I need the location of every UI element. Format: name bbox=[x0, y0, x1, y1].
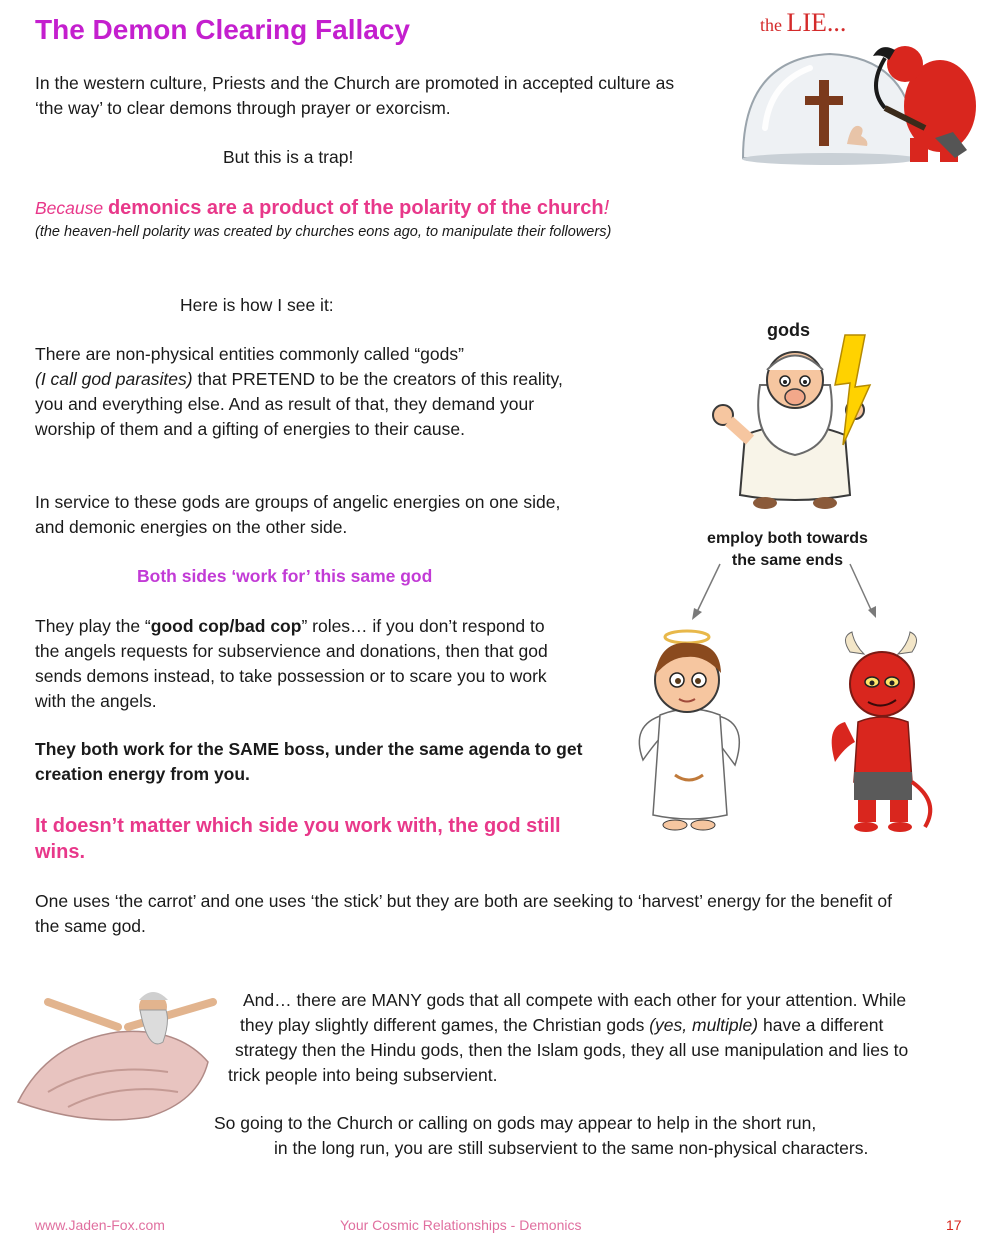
gods-label: gods bbox=[767, 320, 810, 340]
zeus-god-icon bbox=[705, 345, 885, 517]
doesnt-matter-statement: It doesn’t matter which side you work with, the god still wins. bbox=[35, 815, 561, 863]
dome-cross-illustration bbox=[735, 28, 993, 170]
many-gods-line3: strategy then the Hindu gods, then the Islam gods, they all use manipulation and lies to bbox=[235, 1040, 909, 1060]
creator-god-figure bbox=[8, 982, 223, 1127]
arrow-icon bbox=[692, 564, 720, 620]
service-paragraph: In service to these gods are groups of angelic energies on one side, and demonic energies on the other side. bbox=[35, 492, 561, 537]
trap-text: But this is a trap! bbox=[223, 147, 354, 167]
many-gods-line2: they play slightly different games, the Christian gods (yes, multiple) have a different bbox=[240, 1015, 884, 1035]
devil-child-icon bbox=[830, 632, 940, 837]
gods-paragraph: There are non-physical entities commonly called “gods” (I call god parasites) that PRETEND to be the creators of this reality, you and everything else. And as result of that, they demand your worship of them and a gifting of energies to their cause. bbox=[35, 344, 563, 439]
arrow-icon bbox=[850, 564, 876, 618]
same-boss-statement: They both work for the SAME boss, under the same agenda to get creation energy from you. bbox=[35, 739, 583, 784]
page-number: 17 bbox=[946, 1217, 962, 1233]
many-gods-line4: trick people into being subservient. bbox=[228, 1065, 498, 1085]
both-sides-text: Both sides ‘work for’ this same god bbox=[137, 566, 433, 586]
angel-child-icon bbox=[635, 625, 745, 835]
many-gods-line1: And… there are MANY gods that all compete with each other for your attention. While bbox=[243, 990, 907, 1010]
employ-label: employ both towards the same ends bbox=[707, 530, 868, 569]
how-i-see-text: Here is how I see it: bbox=[180, 295, 334, 315]
page-title: The Demon Clearing Fallacy bbox=[35, 14, 410, 45]
church-line1: So going to the Church or calling on gods may appear to help in the short run, bbox=[214, 1113, 817, 1133]
carrot-paragraph: One uses ‘the carrot’ and one uses ‘the stick’ but they are both are seeking to ‘harvest’ energy for the benefit of the same god. bbox=[35, 891, 893, 936]
intro-paragraph: In the western culture, Priests and the Church are promoted in accepted culture as ‘the way’ to clear demons through prayer or exorcism. bbox=[35, 73, 675, 118]
because-statement: Because demonics are a product of the polarity of the church! bbox=[35, 197, 610, 219]
because-note: (the heaven-hell polarity was created by churches eons ago, to manipulate their followers) bbox=[35, 224, 612, 240]
footer-book-title: Your Cosmic Relationships - Demonics bbox=[340, 1217, 582, 1233]
church-line2: in the long run, you are still subservient to the same non-physical characters. bbox=[274, 1138, 869, 1158]
arrows bbox=[690, 560, 890, 630]
lie-label: the LIE... bbox=[760, 8, 847, 37]
good-cop-paragraph: They play the “good cop/bad cop” roles… if you don’t respond to the angels requests for subservience and donations, then that god sends demons instead, to take possession or to scare you to work with the angels. bbox=[35, 616, 548, 711]
footer-site-link[interactable]: www.Jaden-Fox.com bbox=[35, 1217, 165, 1233]
